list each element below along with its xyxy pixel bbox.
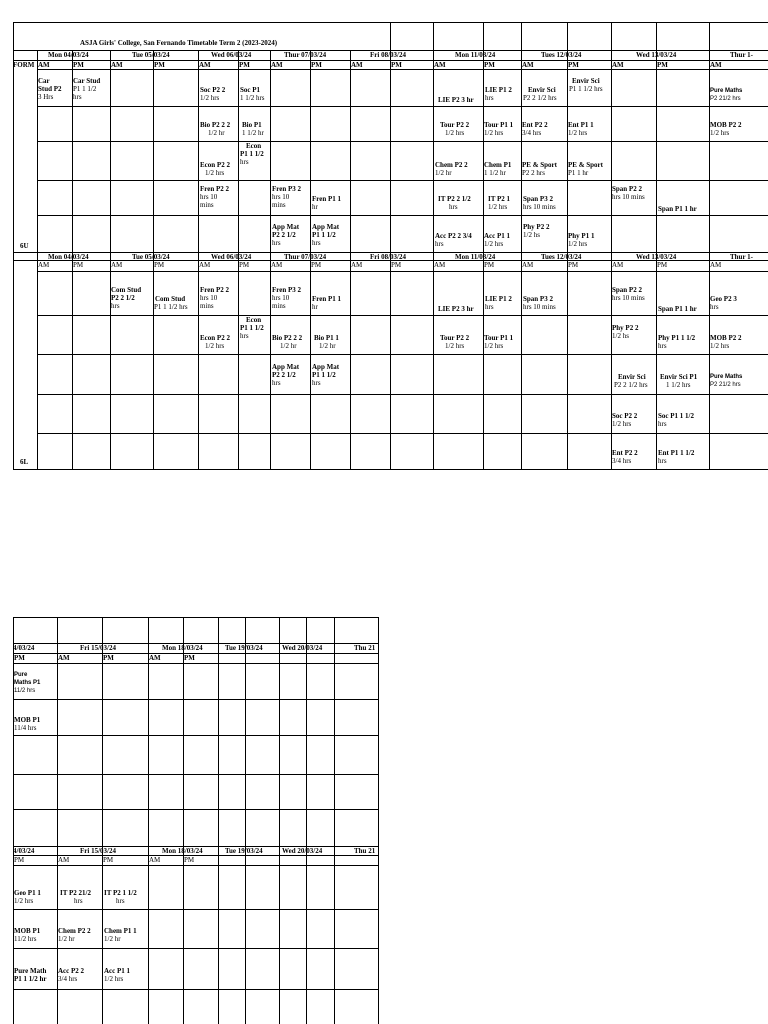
am-label: AM <box>38 61 50 69</box>
am-label: AM <box>199 261 211 269</box>
pm-label: PM <box>311 61 322 69</box>
cell-econ-p1: Econ P1 1 1/2 hrs <box>240 142 264 166</box>
grid-line <box>334 617 335 1024</box>
grid-line <box>245 617 246 1024</box>
cell-car-stud-p2: Car Stud P2 3 Hrs <box>38 77 62 101</box>
cell-app-mat-p1: App Mat P1 1 1/2 hrs <box>312 363 340 387</box>
am-label: AM <box>434 261 446 269</box>
cell-mob-p1: MOB P1 11/2 hrs <box>14 927 41 943</box>
cell-acc-p2: Acc P2 2 3/4 hrs <box>58 967 85 983</box>
day-header: Tue 05/03/24 <box>132 253 170 261</box>
day-header: Thur 1- <box>730 253 754 261</box>
am-label: AM <box>38 261 50 269</box>
day-header: Fri 15/03/24 <box>80 644 116 652</box>
am-label: AM <box>522 261 534 269</box>
grid-line <box>13 22 768 23</box>
cell-it-p2: IT P2 2 1/2 hrs <box>438 195 471 211</box>
day-header: Fri 08/03/24 <box>370 51 406 59</box>
pm-label: PM <box>568 61 579 69</box>
day-header: Thur 07/03/24 <box>284 51 327 59</box>
grid-line <box>148 617 149 1024</box>
am-label: AM <box>522 61 534 69</box>
pm-label: PM <box>14 856 25 864</box>
grid-line <box>13 735 379 736</box>
cell-app-mat-p1: App Mat P1 1 1/2 hrs <box>312 223 340 247</box>
grid-line <box>611 22 612 469</box>
pm-label: PM <box>657 61 668 69</box>
pm-label: PM <box>154 261 165 269</box>
day-header: Wed 20/03/24 <box>282 847 323 855</box>
grid-line <box>183 617 184 1024</box>
am-label: AM <box>351 61 363 69</box>
cell-ent-p1: Ent P1 1 1/2 hrs <box>568 121 594 137</box>
page-title: ASJA Girls' College, San Fernando Timetable Term 2 (2023-2024) <box>80 39 278 47</box>
cell-pure-maths-p2: Pure Maths P2 21/2 hrs <box>710 374 743 388</box>
grid-line <box>37 69 768 70</box>
cell-bio-p2: Bio P2 2 2 1/2 hr <box>200 121 231 137</box>
am-label: AM <box>111 61 123 69</box>
cell-tour-p1: Tour P1 1 1/2 hrs <box>484 121 514 137</box>
cell-chem-p2: Chem P2 2 1/2 hr <box>435 161 468 177</box>
grid-line <box>13 774 379 775</box>
am-label: AM <box>434 61 446 69</box>
cell-phy-p1: Phy P1 1 1/2 hrs <box>658 334 696 350</box>
cell-it-p2: IT P2 21/2 hrs <box>60 889 91 905</box>
day-header: Mon 18/03/24 <box>162 644 203 652</box>
cell-envir-sci-p2: Envir Sci P2 2 1/2 hrs <box>614 373 648 389</box>
form-label: FORM <box>13 61 35 69</box>
cell-mob-p2: MOB P2 2 1/2 hrs <box>710 121 742 137</box>
pm-label: PM <box>184 856 195 864</box>
grid-line <box>37 106 768 107</box>
cell-soc-p2: Soc P2 2 1/2 hrs <box>612 412 638 428</box>
cell-span-p3: Span P3 2 hrs 10 mins <box>523 295 556 311</box>
cell-ent-p2: Ent P2 2 3/4 hrs <box>612 449 638 465</box>
grid-line <box>13 469 768 470</box>
day-header: Tue 19/03/24 <box>225 644 263 652</box>
cell-fren-p1: Fren P1 1 hr <box>312 295 342 311</box>
cell-soc-p1: Soc P1 1 1/2 hrs <box>658 412 694 428</box>
day-header: Thu 21 <box>354 644 376 652</box>
cell-soc-p1: Soc P1 1 1/2 hrs <box>240 86 265 102</box>
cell-span-p3: Span P3 2 hrs 10 mins <box>523 195 556 211</box>
cell-pure-math-p1: Pure Math P1 1 1/2 hr <box>14 967 47 983</box>
grid-line <box>13 22 14 469</box>
pm-label: PM <box>239 61 250 69</box>
cell-lie-p1: LIE P1 2 hrs <box>485 86 512 102</box>
cell-fren-p2: Fren P2 2 hrs 10 mins <box>200 286 230 310</box>
grid-line <box>37 354 768 355</box>
day-header: Wed 20/03/24 <box>282 644 323 652</box>
pm-label: PM <box>14 654 25 662</box>
cell-lie-p1: LIE P1 2 hrs <box>485 295 512 311</box>
grid-line <box>37 215 768 216</box>
day-header: 4/03/24 <box>13 644 35 652</box>
day-header: Thu 21 <box>354 847 376 855</box>
grid-line <box>13 663 379 664</box>
day-header: Fri 15/03/24 <box>80 847 116 855</box>
grid-line <box>13 865 379 866</box>
pm-label: PM <box>391 261 402 269</box>
cell-pure-maths-p2: Pure Maths P2 21/2 hrs <box>710 88 743 102</box>
cell-envir-sci-p2: Envir Sci P2 2 1/2 hrs <box>523 86 557 102</box>
day-header: Tues 12/03/24 <box>541 253 582 261</box>
day-header: Wed 06/03/24 <box>211 51 252 59</box>
cell-chem-p1: Chem P1 1 1/2 hr <box>484 161 512 177</box>
cell-phy-p2: Phy P2 2 1/2 hs <box>612 324 639 340</box>
cell-envir-sci-p1: Envir Sci P1 1 1/2 hrs <box>569 77 603 93</box>
cell-it-p1: IT P2 1 1/2 hrs <box>488 195 511 211</box>
form-6u-label: 6U <box>20 242 29 250</box>
day-header: Mon 11/03/24 <box>455 51 496 59</box>
pm-label: PM <box>103 856 114 864</box>
cell-soc-p2: Soc P2 2 1/2 hrs <box>200 86 226 102</box>
am-label: AM <box>58 856 70 864</box>
grid-line <box>102 617 103 1024</box>
cell-pe-sport-p2: PE & Sport P2 2 hrs <box>522 161 557 177</box>
cell-phy-p2: Phy P2 2 1/2 hs <box>523 223 550 239</box>
pm-label: PM <box>568 261 579 269</box>
cell-geo-p1: Geo P1 1 1/2 hrs <box>14 889 41 905</box>
cell-car-stud-p1: Car Stud P1 1 1/2 hrs <box>73 77 101 101</box>
day-header: Fri 08/03/24 <box>370 253 406 261</box>
pm-label: PM <box>239 261 250 269</box>
grid-line <box>521 22 522 469</box>
cell-tour-p2: Tour P2 2 1/2 hrs <box>440 334 470 350</box>
am-label: AM <box>710 261 722 269</box>
grid-line <box>13 699 379 700</box>
grid-line <box>656 22 657 469</box>
grid-line <box>37 141 768 142</box>
day-header: Mon 04/03/24 <box>48 253 89 261</box>
grid-line <box>433 22 434 469</box>
day-header: Mon 18/03/24 <box>162 847 203 855</box>
cell-tour-p2: Tour P2 2 1/2 hrs <box>440 121 470 137</box>
cell-fren-p3: Fren P3 2 hrs 10 mins <box>272 185 302 209</box>
cell-acc-p1: Acc P1 1 1/2 hrs <box>104 967 131 983</box>
am-label: AM <box>199 61 211 69</box>
grid-line <box>37 315 768 316</box>
day-header: Wed 13/03/24 <box>636 253 677 261</box>
pm-label: PM <box>103 654 114 662</box>
cell-span-p2: Span P2 2 hrs 10 mins <box>612 185 645 201</box>
cell-econ-p2: Econ P2 2 1/2 hrs <box>200 161 230 177</box>
cell-fren-p1: Fren P1 1 hr <box>312 195 342 211</box>
cell-pure-maths-p1: Pure Maths P1 11/2 hrs <box>14 672 41 694</box>
day-header: Tue 05/03/24 <box>132 51 170 59</box>
cell-lie-p2: LIE P2 3 hr <box>438 305 474 313</box>
cell-econ-p2: Econ P2 2 1/2 hrs <box>200 334 230 350</box>
cell-envir-sci-p1: Envir Sci P1 1 1/2 hrs <box>660 373 698 389</box>
grid-line <box>218 617 219 1024</box>
grid-line <box>13 909 379 910</box>
cell-pe-sport-p1: PE & Sport P1 1 hr <box>568 161 603 177</box>
am-label: AM <box>612 61 624 69</box>
cell-tour-p1: Tour P1 1 1/2 hrs <box>484 334 514 350</box>
am-label: AM <box>58 654 70 662</box>
cell-mob-p2: MOB P2 2 1/2 hrs <box>710 334 742 350</box>
am-label: AM <box>111 261 123 269</box>
grid-line <box>378 617 379 1024</box>
cell-span-p1: Span P1 1 hr <box>658 305 697 313</box>
grid-line <box>37 433 768 434</box>
pm-label: PM <box>73 61 84 69</box>
cell-geo-p2: Geo P2 3 hrs <box>710 295 737 311</box>
am-label: AM <box>710 61 722 69</box>
cell-acc-p2: Acc P2 2 3/4 hrs <box>435 232 472 248</box>
pm-label: PM <box>73 261 84 269</box>
cell-fren-p2: Fren P2 2 hrs 10 mins <box>200 185 230 209</box>
pm-label: PM <box>391 61 402 69</box>
cell-it-p1: IT P2 1 1/2 hrs <box>104 889 137 905</box>
day-header: 4/03/24 <box>13 847 35 855</box>
day-header: Wed 06/03/24 <box>211 253 252 261</box>
cell-bio-p2: Bio P2 2 2 1/2 hr <box>272 334 303 350</box>
pm-label: PM <box>184 654 195 662</box>
cell-bio-p1: Bio P1 1 1/2 hr <box>242 121 264 137</box>
cell-com-stud-p2: Com Stud P2 2 1/2 hrs <box>111 286 142 310</box>
am-label: AM <box>612 261 624 269</box>
cell-span-p2: Span P2 2 hrs 10 mins <box>612 286 645 302</box>
grid-line <box>279 617 280 1024</box>
grid-line <box>37 180 768 181</box>
day-header: Thur 1- <box>730 51 754 59</box>
cell-com-stud-p1: Com Stud P1 1 1/2 hrs <box>154 295 188 311</box>
pm-label: PM <box>311 261 322 269</box>
pm-label: PM <box>484 261 495 269</box>
am-label: AM <box>149 856 161 864</box>
day-header: Thur 07/03/24 <box>284 253 327 261</box>
cell-ent-p2: Ent P2 2 3/4 hrs <box>522 121 548 137</box>
cell-bio-p1: Bio P1 1 1/2 hr <box>314 334 339 350</box>
cell-lie-p2: LIE P2 3 hr <box>438 96 474 104</box>
grid-line <box>37 394 768 395</box>
am-label: AM <box>271 61 283 69</box>
pm-label: PM <box>484 61 495 69</box>
am-label: AM <box>149 654 161 662</box>
cell-chem-p2: Chem P2 2 1/2 hr <box>58 927 91 943</box>
grid-line <box>13 809 379 810</box>
am-label: AM <box>271 261 283 269</box>
cell-econ-p1: Econ P1 1 1/2 hrs <box>240 316 264 340</box>
cell-chem-p1: Chem P1 1 1/2 hr <box>104 927 137 943</box>
cell-ent-p1: Ent P1 1 1/2 hrs <box>658 449 695 465</box>
day-header: Tues 12/03/24 <box>541 51 582 59</box>
cell-phy-p1: Phy P1 1 1/2 hrs <box>568 232 595 248</box>
grid-line <box>37 271 768 272</box>
cell-app-mat-p2: App Mat P2 2 1/2 hrs <box>272 223 300 247</box>
grid-line <box>57 617 58 1024</box>
grid-line <box>306 617 307 1024</box>
am-label: AM <box>351 261 363 269</box>
pm-label: PM <box>657 261 668 269</box>
grid-line <box>13 617 379 618</box>
cell-mob-p1: MOB P1 11/4 hrs <box>14 716 41 732</box>
pm-label: PM <box>154 61 165 69</box>
grid-line <box>390 22 391 469</box>
cell-span-p1: Span P1 1 hr <box>658 205 697 213</box>
day-header: Tue 19/03/24 <box>225 847 263 855</box>
grid-line <box>13 948 379 949</box>
cell-acc-p1: Acc P1 1 1/2 hrs <box>484 232 511 248</box>
cell-fren-p3: Fren P3 2 hrs 10 mins <box>272 286 302 310</box>
day-header: Wed 13/03/24 <box>636 51 677 59</box>
cell-app-mat-p2: App Mat P2 2 1/2 hrs <box>272 363 300 387</box>
form-6l-label: 6L <box>20 458 29 466</box>
day-header: Mon 11/03/24 <box>455 253 496 261</box>
day-header: Mon 04/03/24 <box>48 51 89 59</box>
grid-line <box>13 989 379 990</box>
